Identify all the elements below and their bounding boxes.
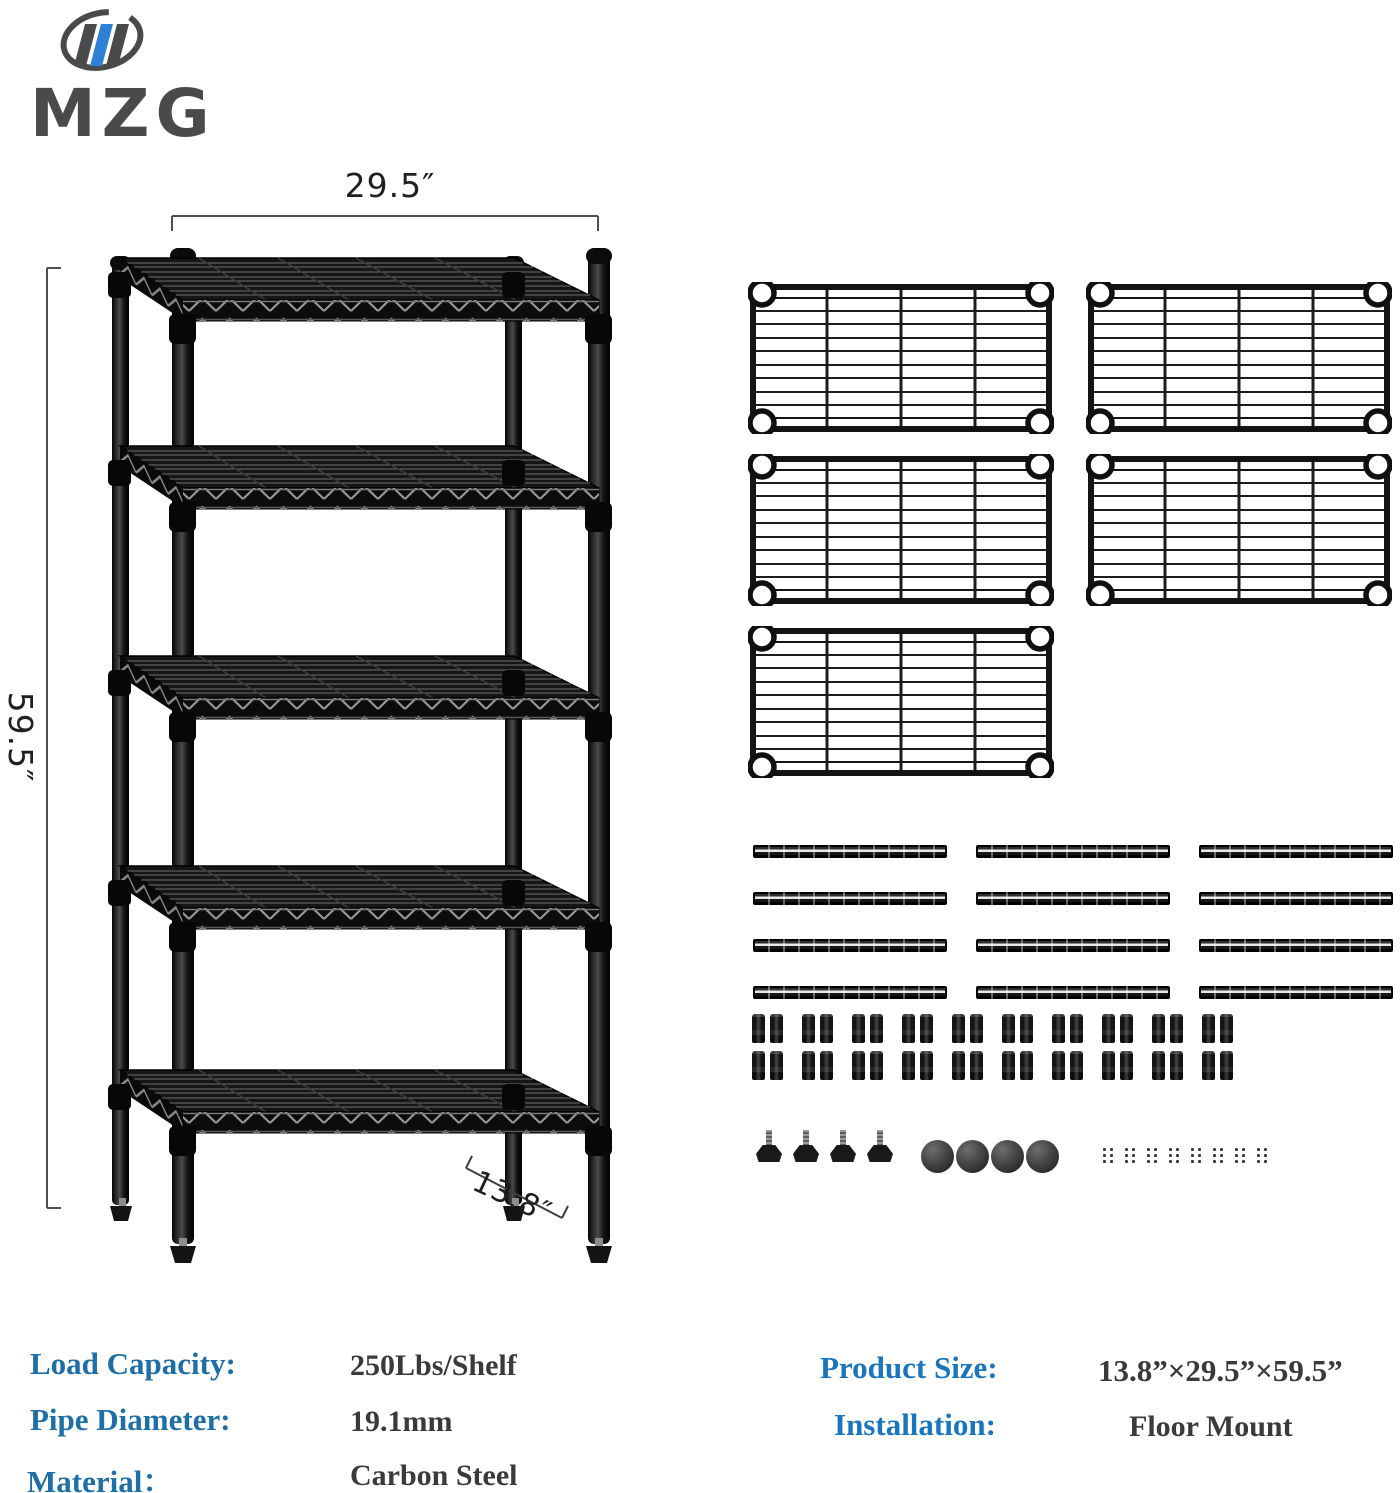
leveling-feet-group	[756, 1130, 893, 1170]
clip-sleeve-part	[752, 1014, 765, 1043]
clip-sleeve-part	[970, 1051, 983, 1080]
clip-sleeve-part	[752, 1051, 765, 1080]
clip-sleeve-part	[920, 1014, 933, 1043]
clip-sleeve-part	[1070, 1014, 1083, 1043]
clip-sleeve-part	[1020, 1051, 1033, 1080]
clip-sleeve-part	[1002, 1051, 1015, 1080]
clip-sleeve-part	[952, 1051, 965, 1080]
screw-set-part	[1145, 1146, 1160, 1164]
clip-sleeve-pair	[802, 1014, 834, 1043]
screw-set-part	[1233, 1146, 1248, 1164]
pole-segment-part	[753, 986, 947, 999]
clip-sleeve-parts-group	[752, 1014, 1234, 1080]
foot-cone	[830, 1145, 856, 1162]
wire-shelf-part	[1086, 282, 1392, 434]
end-cap-group	[921, 1140, 1059, 1173]
spec-label: Product Size:	[820, 1350, 998, 1385]
width-dimension-label: 29.5″	[344, 166, 436, 205]
pole-segment-part	[753, 845, 947, 858]
clip-sleeve-part	[770, 1051, 783, 1080]
clip-sleeve-pair	[1002, 1051, 1034, 1080]
clip-sleeve-part	[770, 1014, 783, 1043]
end-cap-part	[991, 1140, 1024, 1173]
clip-sleeve-part	[802, 1051, 815, 1080]
clip-sleeve-pair	[852, 1051, 884, 1080]
clip-sleeve-part	[820, 1014, 833, 1043]
clip-sleeve-part	[870, 1051, 883, 1080]
clip-sleeve-part	[1070, 1051, 1083, 1080]
wire-shelf-part	[748, 282, 1054, 434]
wire-shelf-parts-group	[748, 282, 1400, 778]
leveling-foot-part	[867, 1130, 893, 1170]
spec-value: Floor Mount	[1129, 1410, 1293, 1443]
pole-segment-part	[976, 892, 1170, 905]
clip-sleeve-pair	[1152, 1014, 1184, 1043]
foot-threaded-stem	[840, 1130, 846, 1147]
clip-sleeve-pair	[902, 1051, 934, 1080]
end-cap-part	[921, 1140, 954, 1173]
spec-row-installation	[834, 1407, 1293, 1444]
clip-sleeve-part	[1120, 1051, 1133, 1080]
spec-value: 13.8”×29.5”×59.5”	[1098, 1353, 1343, 1388]
clip-sleeve-part	[1120, 1014, 1133, 1043]
clip-sleeve-pair	[952, 1014, 984, 1043]
leveling-foot-part	[830, 1130, 856, 1170]
spec-label: Material：	[27, 1464, 174, 1493]
screw-set-part	[1101, 1146, 1116, 1164]
wire-shelf-part	[1086, 454, 1392, 606]
clip-sleeve-pair	[1052, 1051, 1084, 1080]
foot-cone	[756, 1145, 782, 1162]
pole-segment-part	[1199, 986, 1393, 999]
clip-sleeve-part	[1002, 1014, 1015, 1043]
pole-segment-part	[1199, 845, 1393, 858]
clip-sleeve-part	[820, 1051, 833, 1080]
screw-sets-group	[1101, 1146, 1270, 1164]
height-dimension-label: 59.5″	[1, 691, 40, 783]
spec-label: Installation:	[834, 1407, 996, 1442]
screw-set-part	[1255, 1146, 1270, 1164]
clip-sleeve-pair	[852, 1014, 884, 1043]
foot-threaded-stem	[877, 1130, 883, 1147]
clip-sleeve-pair	[1152, 1051, 1184, 1080]
clip-sleeve-part	[1052, 1051, 1065, 1080]
screw-set-part	[1189, 1146, 1204, 1164]
clip-sleeve-part	[1102, 1051, 1115, 1080]
clip-sleeve-part	[1170, 1014, 1183, 1043]
clip-sleeve-pair	[802, 1051, 834, 1080]
spec-label: Load Capacity:	[30, 1346, 236, 1381]
foot-cone	[793, 1145, 819, 1162]
wire-shelf-part	[748, 454, 1054, 606]
clip-sleeve-pair	[1102, 1051, 1134, 1080]
pole-parts-group	[753, 845, 1389, 999]
pole-segment-part	[1199, 892, 1393, 905]
spec-row-load-capacity	[30, 1346, 517, 1383]
spec-row-material	[27, 1456, 518, 1493]
pole-segment-part	[976, 986, 1170, 999]
clip-sleeve-pair	[752, 1051, 784, 1080]
clip-sleeve-pair	[752, 1014, 784, 1043]
foot-threaded-stem	[766, 1130, 772, 1147]
clip-sleeve-pair	[1202, 1051, 1234, 1080]
clip-sleeve-pair	[902, 1014, 934, 1043]
pole-segment-part	[753, 892, 947, 905]
clip-sleeve-part	[802, 1014, 815, 1043]
width-dimension-line	[172, 216, 598, 231]
clip-sleeve-part	[1220, 1051, 1233, 1080]
depth-dimension-label: 13.8″	[466, 1164, 558, 1231]
clip-sleeve-part	[970, 1014, 983, 1043]
spec-row-product-size	[820, 1350, 1343, 1389]
clip-sleeve-part	[952, 1014, 965, 1043]
leveling-foot-part	[793, 1130, 819, 1170]
end-cap-part	[1026, 1140, 1059, 1173]
logo-text: MZG	[30, 75, 216, 148]
clip-sleeve-part	[1152, 1014, 1165, 1043]
clip-sleeve-part	[1052, 1014, 1065, 1043]
clip-sleeve-part	[1202, 1014, 1215, 1043]
clip-sleeve-part	[1202, 1051, 1215, 1080]
clip-sleeve-part	[1020, 1014, 1033, 1043]
pole-segment-part	[976, 939, 1170, 952]
clip-sleeve-pair	[1002, 1014, 1034, 1043]
clip-sleeve-part	[870, 1014, 883, 1043]
clip-sleeve-part	[852, 1014, 865, 1043]
height-dimension-line	[47, 268, 61, 1208]
clip-sleeve-part	[920, 1051, 933, 1080]
clip-sleeve-pair	[1202, 1014, 1234, 1043]
spec-row-pipe-diameter	[30, 1402, 452, 1439]
screw-set-part	[1123, 1146, 1138, 1164]
spec-label: Pipe Diameter:	[30, 1402, 231, 1437]
clip-sleeve-part	[1102, 1014, 1115, 1043]
wire-shelf-part	[748, 626, 1054, 778]
pole-segment-part	[753, 939, 947, 952]
foot-threaded-stem	[803, 1130, 809, 1147]
clip-sleeve-part	[852, 1051, 865, 1080]
clip-sleeve-part	[902, 1051, 915, 1080]
clip-sleeve-pair	[952, 1051, 984, 1080]
foot-cone	[867, 1145, 893, 1162]
clip-sleeve-part	[1152, 1051, 1165, 1080]
spec-value: Carbon Steel	[350, 1459, 518, 1492]
clip-sleeve-pair	[1052, 1014, 1084, 1043]
screw-set-part	[1211, 1146, 1226, 1164]
pole-segment-part	[1199, 939, 1393, 952]
spec-value: 19.1mm	[350, 1405, 453, 1438]
clip-sleeve-part	[1220, 1014, 1233, 1043]
clip-sleeve-part	[902, 1014, 915, 1043]
screw-set-part	[1167, 1146, 1182, 1164]
clip-sleeve-pair	[1102, 1014, 1134, 1043]
clip-sleeve-part	[1170, 1051, 1183, 1080]
pole-segment-part	[976, 845, 1170, 858]
spec-value: 250Lbs/Shelf	[350, 1349, 517, 1382]
end-cap-part	[956, 1140, 989, 1173]
leveling-foot-part	[756, 1130, 782, 1170]
